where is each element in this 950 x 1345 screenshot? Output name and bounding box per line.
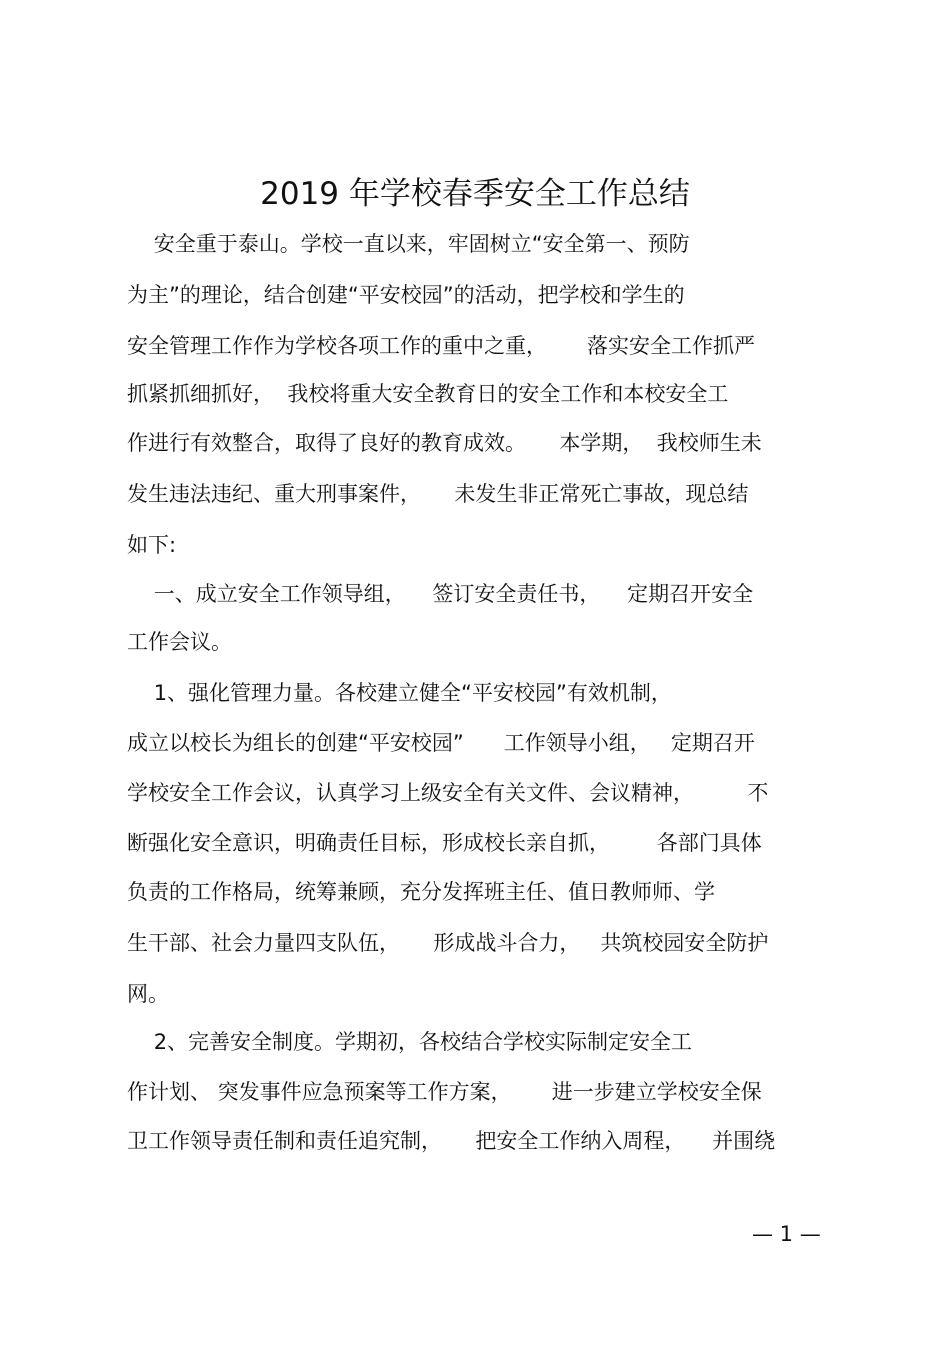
paragraph-line: 作计划、 突发事件应急预案等工作方案， 进一步建立学校安全保: [127, 1080, 762, 1104]
paragraph-line: 断强化安全意识，明确责任目标，形成校长亲自抓， 各部门具体: [127, 831, 762, 855]
paragraph-line: 作进行有效整合，取得了良好的教育成效。 本学期， 我校师生未: [127, 431, 762, 455]
paragraph-line: 卫工作领导责任制和责任追究制， 把安全工作纳入周程， 并围绕: [127, 1129, 776, 1153]
paragraph-line: 安全重于泰山。学校一直以来，牢固树立“安全第一、预防: [127, 232, 690, 256]
paragraph-line: 学校安全工作会议，认真学习上级安全有关文件、会议精神， 不: [127, 781, 769, 805]
paragraph-line: 安全管理工作作为学校各项工作的重中之重， 落实安全工作抓严: [127, 334, 756, 358]
paragraph-line: 1、强化管理力量。各校建立健全“平安校园”有效机制，: [127, 681, 672, 705]
paragraph-line: 网。: [127, 982, 169, 1006]
document-title: 2019 年学校春季安全工作总结: [260, 176, 690, 212]
paragraph-line: 为主”的理论，结合创建“平安校园”的活动，把学校和学生的: [127, 283, 685, 307]
section-heading-line: 一、成立安全工作领导组， 签订安全责任书， 定期召开安全: [127, 582, 754, 606]
paragraph-line: 2、完善安全制度。学期初，各校结合学校实际制定安全工: [127, 1030, 693, 1054]
paragraph-line: 成立以校长为组长的创建“平安校园” 工作领导小组， 定期召开: [127, 731, 755, 755]
paragraph-line: 负责的工作格局，统筹兼顾，充分发挥班主任、值日教师师、学: [127, 880, 715, 904]
paragraph-line: 抓紧抓细抓好， 我校将重大安全教育日的安全工作和本校安全工: [127, 382, 729, 406]
paragraph-line: 发生违法违纪、重大刑事案件， 未发生非正常死亡事故，现总结: [127, 482, 749, 506]
paragraph-line: 如下:: [127, 533, 177, 557]
paragraph-line: 生干部、社会力量四支队伍， 形成战斗合力， 共筑校园安全防护: [127, 931, 769, 955]
page-number: — 1 —: [752, 1222, 821, 1246]
section-heading-line: 工作会议。: [127, 630, 232, 654]
